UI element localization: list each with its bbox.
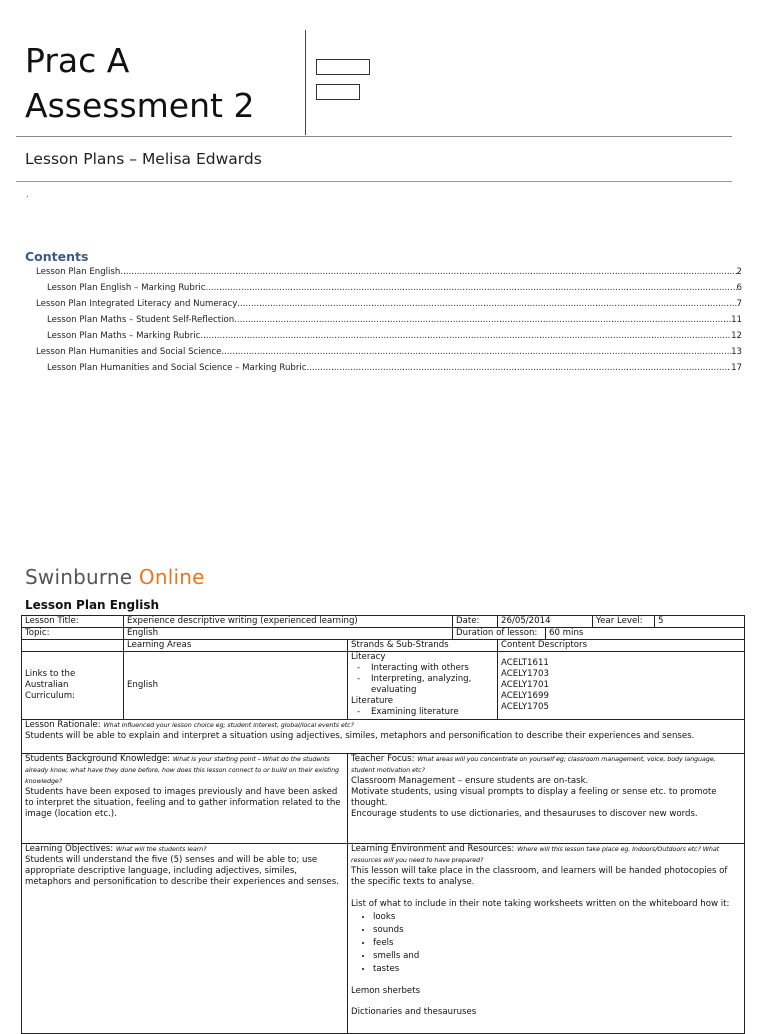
resource-item: Lemon sherbets xyxy=(351,986,421,996)
toc-leader xyxy=(307,363,732,373)
lesson-plan-heading: Lesson Plan English xyxy=(25,598,160,612)
learning-area-value: English xyxy=(124,652,348,720)
toc-entry-label: Lesson Plan Humanities and Social Science – Marking Rubric xyxy=(47,363,307,373)
table-row xyxy=(22,844,745,1034)
literature-list xyxy=(351,707,494,718)
empty-cell xyxy=(22,640,124,652)
toc-entry-page: 12 xyxy=(731,331,742,341)
lesson-title-label: Lesson Title: xyxy=(22,616,124,628)
toc-entry-page: 7 xyxy=(736,299,742,309)
toc-entry[interactable] xyxy=(36,267,742,277)
toc-leader xyxy=(237,299,736,309)
list-intro: List of what to include in their note taking worksheets written on the whiteboard how it: xyxy=(351,899,730,909)
strands-cell xyxy=(348,652,498,720)
document-title-line2: Assessment 2 xyxy=(25,86,255,125)
toc-leader xyxy=(200,331,731,341)
topic-label: Topic: xyxy=(22,628,124,640)
toc-entry-label: Lesson Plan English – Marking Rubric xyxy=(47,283,206,293)
toc-entry-label: Lesson Plan English xyxy=(36,267,121,277)
form-box-1 xyxy=(316,59,370,75)
toc-entry-page: 11 xyxy=(731,315,742,325)
toc-entry[interactable] xyxy=(47,283,742,293)
table-row xyxy=(22,628,745,640)
toc-entry-page: 2 xyxy=(736,267,742,277)
focus-prompt: What areas will you concentrate on yourself eg; classroom management, voice, body language, student motivation etc? xyxy=(351,755,716,774)
list-item: - Interpreting, analyzing, evaluating xyxy=(371,674,494,696)
rationale-label: Lesson Rationale: xyxy=(25,720,104,730)
curriculum-links-label: Links to the Australian Curriculum: xyxy=(22,652,124,720)
toc-entry-label: Lesson Plan Maths – Marking Rubric xyxy=(47,331,201,341)
swinburne-online-logo xyxy=(25,565,205,589)
strand-literacy: Literacy xyxy=(351,652,386,662)
table-row xyxy=(22,640,745,652)
background-knowledge-cell xyxy=(22,754,348,844)
document-subtitle: Lesson Plans – Melisa Edwards xyxy=(25,150,262,168)
environment-prompt: Where will this lesson take place eg. Indoors/Outdoors etc? What resources will you need to have prepared? xyxy=(351,845,720,864)
teacher-focus-cell xyxy=(348,754,745,844)
logo-text-online: Online xyxy=(138,565,205,589)
literacy-list xyxy=(351,663,494,696)
objectives-label: Learning Objectives: xyxy=(25,844,116,854)
objectives-text: Students will understand the five (5) senses and will be able to; use appropriate descriptive language, including adjectives, similes, metaphors and personification to describe their experiences and senses. xyxy=(25,855,339,887)
list-item: • feels xyxy=(373,937,741,950)
toc-entry[interactable] xyxy=(47,315,742,325)
table-row xyxy=(22,720,745,754)
background-text: Students have been exposed to images previously and have been asked to interpret the situation, feeling and to gather information related to the image (location etc.). xyxy=(25,787,341,819)
toc-entry-label: Lesson Plan Humanities and Social Science xyxy=(36,347,222,357)
strands-header: Strands & Sub-Strands xyxy=(348,640,498,652)
list-item: - Examining literature xyxy=(371,707,494,718)
date-label: Date: xyxy=(453,616,498,628)
descriptor-code: ACELY1705 xyxy=(501,702,549,712)
duration-value: 60 mins xyxy=(546,628,745,640)
table-row xyxy=(22,754,745,844)
subtitle-rule xyxy=(16,181,732,182)
descriptor-code: ACELY1699 xyxy=(501,691,549,701)
descriptors-cell xyxy=(498,652,745,720)
title-divider xyxy=(305,30,306,135)
focus-line: Motivate students, using visual prompts to display a feeling or sense etc. to promote thought. xyxy=(351,787,717,808)
resource-item: Dictionaries and thesauruses xyxy=(351,1007,477,1017)
toc-leader xyxy=(120,267,736,277)
toc-entry[interactable] xyxy=(47,331,742,341)
learning-areas-header: Learning Areas xyxy=(124,640,348,652)
learning-objectives-cell xyxy=(22,844,348,1034)
background-label: Students Background Knowledge: xyxy=(25,754,173,764)
rationale-text: Students will be able to explain and interpret a situation using adjectives, similes, metaphors and personification to describe their experiences and senses. xyxy=(25,731,695,741)
duration-label: Duration of lesson: xyxy=(453,628,546,640)
environment-text: This lesson will take place in the classroom, and learners will be handed photocopies of the specific texts to analyse. xyxy=(351,866,728,887)
background-prompt: What is your starting point – What do the students already know, what have they done before, how does this lesson connect to or build on their existing knowledge? xyxy=(25,755,339,785)
header-rule xyxy=(16,136,732,137)
toc-leader xyxy=(234,315,731,325)
document-title-line1: Prac A xyxy=(25,41,130,80)
topic-value: English xyxy=(124,628,453,640)
toc-entry-label: Lesson Plan Maths – Student Self-Reflection xyxy=(47,315,235,325)
toc-leader xyxy=(205,283,736,293)
rationale-prompt: What influenced your lesson choice eg; student interest, global/local events etc? xyxy=(103,721,354,729)
table-row xyxy=(22,616,745,628)
toc-entry-page: 6 xyxy=(736,283,742,293)
year-level-value: 5 xyxy=(655,616,745,628)
lesson-plan-table xyxy=(21,615,745,1034)
strand-literature: Literature xyxy=(351,696,394,706)
stray-dot: . xyxy=(26,190,29,200)
list-item: • sounds xyxy=(373,924,741,937)
environment-label: Learning Environment and Resources: xyxy=(351,844,518,854)
environment-resources-cell xyxy=(348,844,745,1034)
focus-line: Classroom Management – ensure students are on-task. xyxy=(351,776,589,786)
toc-leader xyxy=(221,347,731,357)
toc-entry[interactable] xyxy=(36,347,742,357)
senses-list xyxy=(351,911,741,976)
rationale-cell xyxy=(22,720,745,754)
toc-entry-page: 17 xyxy=(731,363,742,373)
content-descriptors-header: Content Descriptors xyxy=(498,640,745,652)
objectives-prompt: What will the students learn? xyxy=(115,845,207,853)
lesson-title-value: Experience descriptive writing (experienced learning) xyxy=(124,616,453,628)
toc-entry-page: 13 xyxy=(731,347,742,357)
list-item: • tastes xyxy=(373,963,741,976)
toc-entry[interactable] xyxy=(47,363,742,373)
list-item: • smells and xyxy=(373,950,741,963)
list-item: - Interacting with others xyxy=(371,663,494,674)
descriptor-code: ACELY1701 xyxy=(501,680,549,690)
date-value: 26/05/2014 xyxy=(498,616,593,628)
table-row xyxy=(22,652,745,720)
form-box-2 xyxy=(316,84,360,100)
descriptor-code: ACELT1611 xyxy=(501,658,549,668)
focus-line: Encourage students to use dictionaries, and thesauruses to discover new words. xyxy=(351,809,698,819)
descriptor-code: ACELY1703 xyxy=(501,669,549,679)
year-level-label: Year Level: xyxy=(593,616,655,628)
toc-entry[interactable] xyxy=(36,299,742,309)
logo-text-swinburne: Swinburne xyxy=(25,565,139,589)
contents-heading: Contents xyxy=(25,249,89,264)
focus-label: Teacher Focus: xyxy=(351,754,418,764)
toc-entry-label: Lesson Plan Integrated Literacy and Numeracy xyxy=(36,299,238,309)
list-item: • looks xyxy=(373,911,741,924)
